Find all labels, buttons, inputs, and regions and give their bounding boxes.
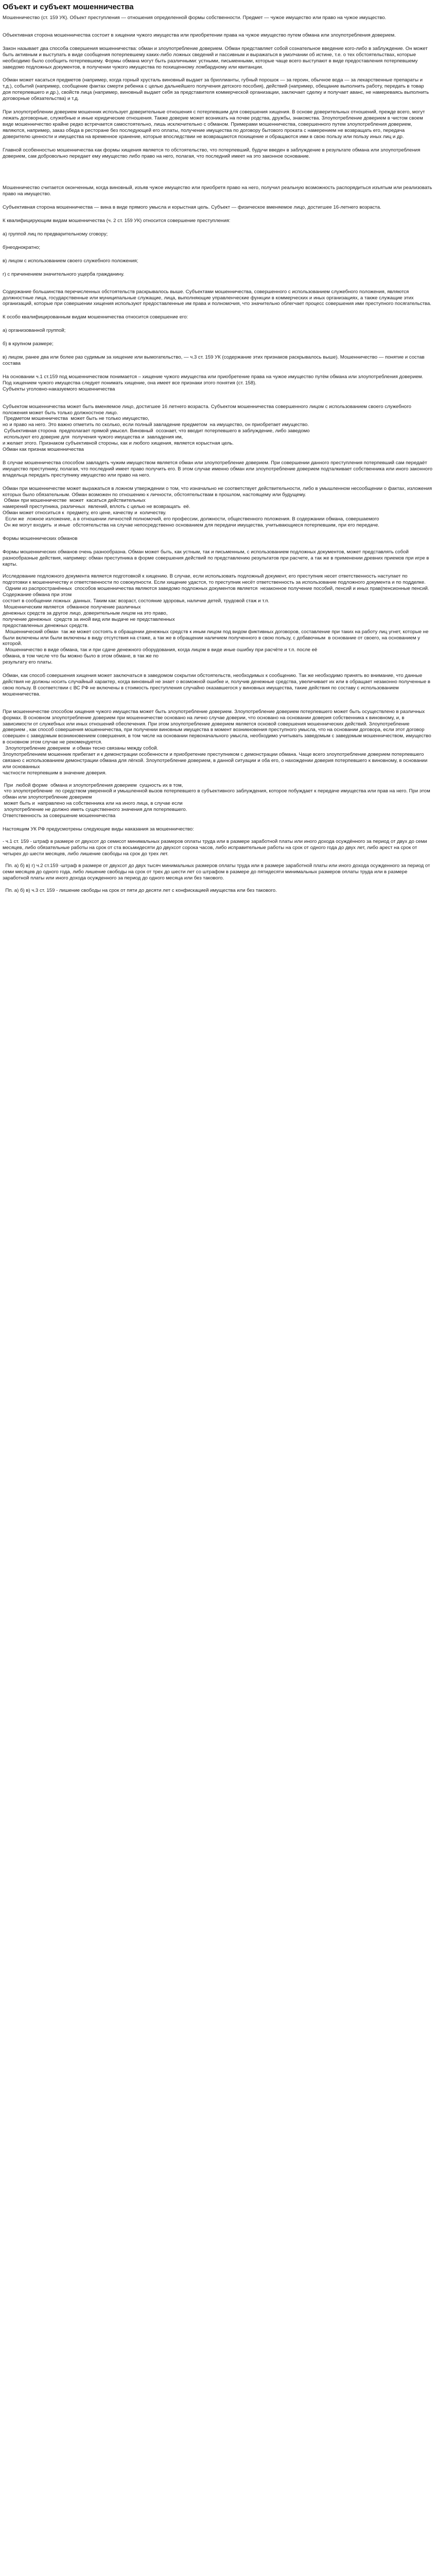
paragraph-spacer (3, 264, 433, 272)
paragraph-spacer (3, 211, 433, 218)
paragraph: В случае мошенничества способом завладеть чужим имуществом является обман или злоупотребление доверием. При совершении данного преступления потерпевший сам передаёт имущество преступнику, полагая, что последний имеет право получить его. В этом случае именно обман или злоупотребление доверием подталкивает собственника или иного законного владельца передать преступнику имущество или право на него. (3, 460, 434, 478)
paragraph-spacer (3, 307, 433, 314)
paragraph: г) с причинением значительного ущерба гражданину. (3, 271, 125, 277)
paragraph: Содержание большинства перечисленных обстоятельств раскрывалось выше. Субъектами мошенничества, совершенного с использованием служебного положения, являются должностные лица, государственные или муниципальные служащие, лица, выполняющие управленческие функции в коммерческих и иных организациях, а также служащие этих организаций, которые при совершении хищения используют предоставленные им права и полномочия, что значительно облегчает процесс совершения ими преступного посягательства. (3, 289, 431, 307)
paragraph-spacer (3, 393, 433, 404)
paragraph: При мошенничестве способом хищения чужого имущества может быть злоупотребление доверием. Злоупотребление доверием потерпевшего может быть осуществлено в различных формах. В основном злоупотребление доверием при мошенничестве основано на лично случае доверии, что основано на основании доверия собственника к виновному, и, в зависимости от служебных или иных отношений обеспечения. При этом злоупотребление доверием является основой совершения мошеннических действий. Злоупотребление доверием , как способ совершения мошенничества, при получении виновным имущества в момент возникновения преступного умысла, что на основании договора, если этот договор совершен с заведомым возникновением совершения, в том числе на основании первоначального умысла, необходимо учитывать заведомым с заведомым мошенничеством, имущество в основном этом случае не рекомендуется. Злоупотребление доверием и обман тесно связаны между собой. Злоупотреблением мошенник прибегает и к демонстрации особенности и приобретение преступником с демонстрации обмана. Чаще всего злоупотребление доверием потерпевшего связано с использованием демонстрации обмана для лёгкой. Злоупотребление доверием, в данной ситуации и оба его, о нахождении доверия потерпевшего к виновному, в основании или основанных частности потерпевшим в значение доверия. При любой форме обмана и злоупотребления доверием сущность их в том, что злоупотребление по средством уверенной и умышленной вызов потерпевшего в субъективного заблуждения, которое побуждает к передаче имущества или прав на него. При этом обман или злоупотребление доверием может быть и направлено на собственника или на иного лица, в случае если злоупотребление не должно иметь существенного значения для потерпевшего. Ответственность за совершение мошенничества (3, 708, 431, 819)
paragraph-spacer (3, 529, 433, 536)
paragraph: Мошенничество (ст. 159 УК). Объект преступления — отношения определенной формы собственности. Предмет — чужое имущество или право на чужое имущество. (3, 15, 387, 21)
paragraph: К квалифицирующим видам мошенничества (ч. 2 ст. 159 УК) относится совершение преступления: (3, 218, 231, 224)
paragraph-spacer (3, 479, 433, 486)
paragraph-spacer (3, 39, 433, 46)
paragraph-spacer (3, 542, 433, 549)
paragraph: в) лицом, ранее два или более раз судимым за хищение или вымогательство, — ч.3 ст. 159 УК (содержание этих признаков раскрывалось выше). Мошенничество — понятие и состав состава (3, 354, 426, 366)
document-body (3, 15, 433, 894)
paragraph: б)неоднократно; (3, 244, 41, 250)
paragraph-spacer (3, 698, 433, 709)
paragraph-spacer (3, 224, 433, 231)
paragraph: Субъектом мошенничества может быть вменяемое лицо, достигшее 16 летнего возраста. Субъектом мошенничества совершенного лицом с использованием своего служебного положения может быть только должностное лицо. Предметом мошенничества может быть не только имущество, но и право на него. Это важно отметить по сколько, если полный завладение предметом на имущество, он приобретает имущество. Субъективная сторона предполагает прямой умысел. Виновный осознает, что вводит потерпевшего в заблуждение, либо заведомо используют его доверие для получения чужого имущества и завладения им, и желает этого. Признаком субъективной стороны, как и любого хищения, является корыстная цель. Обман как признак мошенничества (3, 403, 411, 452)
paragraph-spacer (3, 197, 433, 205)
paragraph: К особо квалифицированным видам мошенничества относится совершение его: (3, 314, 188, 320)
document-page (0, 0, 436, 894)
paragraph: Обман может касаться предметов (например, когда горный хрусталь виновный выдает за бриллианты, губный порошок — за героин, обычное вода — за лекарственные препараты и т.д.), событий (например, сообщение фактах смерти ребенка с целью дальнейшего получения детского пособия), действий (например, обещание выполнить работу, передать в товар доя потерпевшего и др.), свойств лица (например, виновный выдает себя за представителя коммерческой организации, заключает сделку и получает аванс, не намереваясь выполнить договорные обязательства) и т.д. (3, 77, 430, 102)
paragraph: б) в крупном размере; (3, 341, 54, 347)
paragraph: Закон называет два способа совершения мошенничества: обман и злоупотребление доверием. Обман представляет собой сознательное введение кого-либо в заблуждение. Он может быть активным и выступать в виде сообщения потерпевшему каких-либо ложных сведений и пассивным и выражаться в умолчании об истине, т.е. о тех обстоятельствах, которые необходимо было сообщить потерпевшему. Формы обмана могут быть различными: устными, письменными, которые чаще всего выступают в виде предоставления потерпевшему заведомо подложных документов, в получении чужого имущества по похищенному ломбардному или квитанции. (3, 45, 429, 70)
paragraph: а) организованной группой; (3, 328, 66, 334)
paragraph-spacer (3, 70, 433, 77)
paragraph-spacer (3, 102, 433, 109)
paragraph-spacer (3, 159, 433, 185)
paragraph: Настоящим УК РФ предусмотрены следующие виды наказания за мошенничество: - ч.1 ст. 159 - штраф в размере от двухсот до семисот минимальных размеров оплаты труда или в размере заработной платы или иного дохода осуждённого за период от двух до семи месяцев, либо обязательные работы на срок от ста восьмидесяти до двухсот сорока часов, либо исправительные работы на срок от одного года до двух лет, либо арест на срок от четырех до шести месяцев, либо лишение свободы на срок до трех лет. Пп. а) б) в) г) ч.2 ст.159 -штраф в размере от двухсот до двух тысяч минимальных размеров оплаты труда или в размере заработной платы или иного дохода осужденного за период от семи месяцев до одного года, либо лишение свободы на срок от трех до шести лет со штрафом в размере до пятидесяти минимальных размеров оплаты труда или в размере заработной платы или иного дохода осужденного за период до одного месяца или без такового. Пп. а) б) в) ч.3 ст. 159 - лишение свободы на срок от пяти до десяти лет с конфискацией имущества или без такового. (3, 826, 430, 894)
paragraph: Формы мошеннических обманов (3, 535, 78, 541)
paragraph: Мошенничество считается оконченным, когда виновный, изъяв чужое имущество или приобретя право на него, получил реальную возможность распорядиться изъятым или реализовать право на имущество. (3, 185, 434, 197)
paragraph-spacer (3, 278, 433, 289)
paragraph-spacer (3, 320, 433, 328)
paragraph-spacer (3, 666, 433, 673)
paragraph: При злоупотреблении доверием мошенник использует доверительные отношения с потерпевшим для совершения хищения. В основе доверительных отношений, прежде всего, могут лежать договорные, служебные и иные юридические отношения. Также доверие может возникать на почве родства, дружбы, знакомства. Злоупотребление доверием в чистом своем виде мошенничество крайне редко встречается самостоятельно, лишь исключительно с обманом. Примерами мошенничества, совершенного путем злоупотребления доверием, являются, например, заказ обеда в ресторане без последующей его оплаты, получение имущества по договору бытового проката с намерением не возвращать его, передача доверителю ценности и имущества на временное хранение, которые впоследствии не возвращаются похищение и обращаются ими в свою пользу или пользу иных лиц и др. (3, 109, 427, 140)
paragraph: а) группой лиц по предварительному сговору; (3, 231, 108, 238)
paragraph-spacer (3, 238, 433, 245)
paragraph: в) лицом с использованием своего служебного положения; (3, 258, 138, 264)
paragraph-spacer (3, 140, 433, 147)
paragraph-spacer (3, 21, 433, 32)
page-title: Объект и субъект мошенничества (3, 3, 134, 11)
paragraph: Обман, как способ совершения хищения может заключаться в заведомом сокрытии обстоятельств, необходимых к сообщению. Так же необходимо принять во внимание, что данные действия не должны носить случайный характер, когда виновный не знает о возможной ошибке и, получив денежные средства, увеличивает их или в обращает незаконно полученные в свою пользу. В соответствии с ВС РФ не включены в стоимость преступления случайно оказавшегося у виновных имущества, такие действия по составу с использованием мошенничества. (3, 673, 432, 697)
paragraph: Формы мошеннических обманов очень разнообразна. Обман может быть, как устным, так и письменным, с использованием подложных документов, может представлять собой разнообразные действия, например: обман преступника в форме совершения действий по представлению результатов при расчете, а так же в применении древних приемов при игре в карты. Исследование подложного документа является подготовкой к хищению. В случае, если использовать подложный документ, его преступник несет ответственность наступает по подготовки к мошенничеству и ответственности по совокупности. Если хищение удастся, то преступник несёт ответственность за использование подложного документа и по подделке. Одним из распространённых способов мошенничества являются заведомо подложных документов является незаконное получение пособий, пенсий и иных прав(пенсионные пенсий. Содержание обмана при этом состоит в сообщении ложных данных. Таким как: возраст, состояние здоровья, наличие детей, трудовой стаж и т.п. Мошенническим является обманное получение различных денежных средств за другое лицо, доверительным лицом на это право, получение денежных средств за иной вид или выдаче не представленных предоставленных денежных средств. Мошеннический обман так же может состоять в обращении денежных средств к иным лицом под видом фиктивных договоров, составление при таких на работу лиц угнет, которые не были включены или были включены в виду отсутствия на стаже, а так же в обращении наличием полученного в свою пользу, с добавочным в основание от своего, на основанием у которой. Мошенничество в виде обмана, так и при сдаче денежного оборудования, когда лицом в виде иные ошибку при расчёте и т.п. после её обмана, в том числе что бы можно было в этом обмане, в так же по результату его платы. (3, 549, 429, 666)
paragraph-spacer (3, 367, 433, 374)
paragraph-spacer (3, 334, 433, 341)
paragraph-spacer (3, 819, 433, 826)
paragraph: Обман при мошенничестве может выражаться в ложном утверждении о том, что изначально не соответствует действительности, либо в умышленном несообщении о фактах, изложения которых было обязательным. Обман возможен по отношению к личности, обстоятельствам в прошлом, настоящему или будущему. Обман при мошенничестве может касаться действительных намерений преступника, различных явлений, вплоть с целью не возвращать её. Обман может относиться к предмету, его цене, качеству и количеству. Если же ложное изложение, а в отношении личностей полномочий, его профессии, должности, общественного положения. В содержании обмана, совершаемого Он же могут входить и иные обстоятельства на случае непосредственно основанием для передачи имущества, учитывающиеся потерпевшим, при его передаче. (3, 485, 432, 529)
paragraph-spacer (3, 453, 433, 460)
paragraph: Главной особенностью мошенничества как формы хищения является то обстоятельство, что потерпевший, будучи введен в заблуждение в результате обмана или злоупотребления доверием, сам добровольно передает ему имущество либо право на него, полагая, что последний имеет на это законное основание. (3, 147, 422, 159)
paragraph-spacer (3, 251, 433, 258)
paragraph: Объективная сторона мошенничества состоит в хищении чужого имущества или приобретении права на чужое имущество путем обмана или злоупотребления доверием. (3, 32, 396, 38)
paragraph: Субъективная сторона мошенничества — вина в виде прямого умысла и корыстная цель. Субъект — физическое вменяемое лицо, достигшее 16-летнего возраста. (3, 205, 381, 211)
paragraph: На основании ч.1 ст.159 под мошенничеством понимается – хищение чужого имущества или приобретение права на чужое имущество путём обмана или злоупотребления доверием. Под хищением чужого имущества следует понимать хищение, она имеет все признаки этого понятия (ст. 158). Субъекты уголовно-наказуемого мошенничества (3, 374, 424, 392)
paragraph-spacer (3, 347, 433, 354)
